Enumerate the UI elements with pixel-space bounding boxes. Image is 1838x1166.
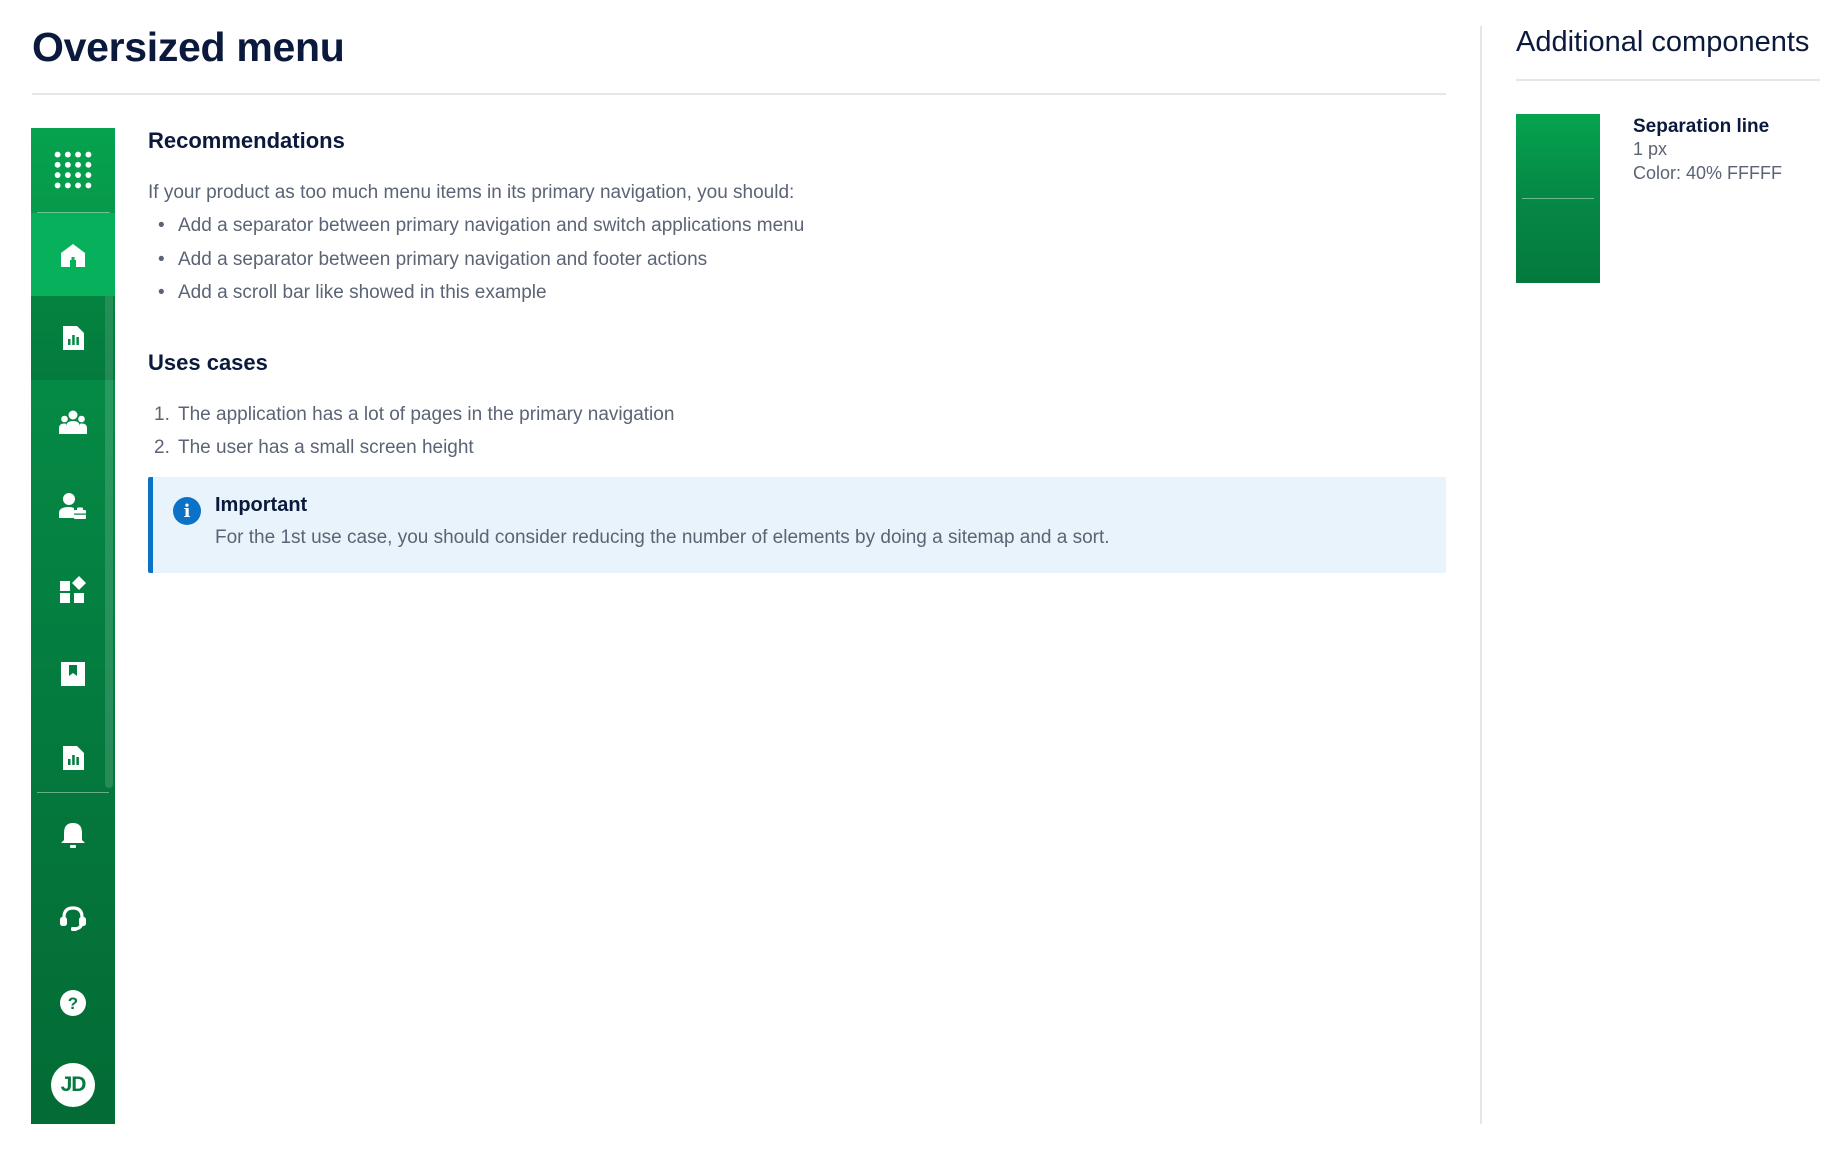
callout-title: Important [215, 494, 308, 516]
recommendations-intro: If your product as too much menu items in its primary navigation, you should: [148, 182, 795, 203]
user-admin-icon [58, 491, 88, 521]
recommendations-heading: Recommendations [148, 128, 345, 153]
main-content [148, 128, 1446, 465]
list-text: The user has a small screen height [178, 437, 474, 458]
component-size: 1 px [1633, 139, 1668, 159]
apps-grid-icon [52, 149, 94, 191]
column-divider [1480, 26, 1482, 1124]
page-title: Oversized menu [32, 24, 345, 70]
nav-item-widgets[interactable] [31, 548, 115, 632]
list-text: The application has a lot of pages in the primary navigation [178, 403, 675, 425]
report-icon [58, 323, 88, 353]
home-icon [58, 240, 88, 270]
list-item: • Add a separator between primary navigation and footer actions [158, 243, 1446, 277]
user-profile-button[interactable] [31, 1045, 115, 1124]
list-number: 1. [154, 403, 170, 425]
primary-navigation-sidebar [31, 128, 115, 1124]
help-button[interactable] [31, 961, 115, 1045]
list-item [154, 398, 1446, 432]
title-divider [32, 93, 1446, 95]
bookmark-icon [58, 659, 88, 689]
support-button[interactable] [31, 877, 115, 961]
list-number: 2. [154, 437, 170, 458]
list-item: • Add a separator between primary navigation and switch applications menu [158, 209, 1446, 243]
uses-cases-list [154, 398, 1446, 465]
nav-item-bookmarks[interactable] [31, 632, 115, 716]
nav-item-home[interactable] [31, 213, 115, 296]
headset-icon [58, 904, 88, 934]
important-callout [148, 477, 1446, 573]
additional-components-divider [1516, 79, 1820, 81]
bell-icon [58, 820, 88, 850]
widgets-icon [58, 575, 88, 605]
nav-item-reports[interactable] [31, 296, 115, 380]
separation-line-sample [1522, 198, 1594, 199]
avatar: JD [51, 1063, 95, 1107]
uses-cases-heading: Uses cases [148, 349, 268, 375]
uses-cases-section [148, 350, 1446, 465]
component-name: Separation line [1633, 116, 1770, 137]
app-switcher-button[interactable] [31, 128, 115, 212]
recommendations-section [148, 128, 1446, 310]
callout-text: For the 1st use case, you should consider reducing the number of elements by doing a sitemap and a sort. [215, 527, 1110, 548]
additional-components-title: Additional components [1516, 26, 1810, 58]
report-icon [58, 743, 88, 773]
nav-item-reports-2[interactable] [31, 716, 115, 800]
list-item [154, 431, 1446, 465]
nav-item-team[interactable] [31, 380, 115, 464]
list-item: • Add a scroll bar like showed in this example [158, 276, 1446, 310]
help-icon [58, 988, 88, 1018]
svg-text:?: ? [67, 994, 79, 1013]
separation-line-preview [1516, 114, 1600, 283]
component-color: Color: 40% FFFFF [1633, 163, 1783, 183]
team-icon [58, 407, 88, 437]
info-icon: i [173, 497, 201, 525]
recommendations-list [158, 209, 1446, 310]
notifications-button[interactable] [31, 793, 115, 877]
nav-item-user-admin[interactable] [31, 464, 115, 548]
